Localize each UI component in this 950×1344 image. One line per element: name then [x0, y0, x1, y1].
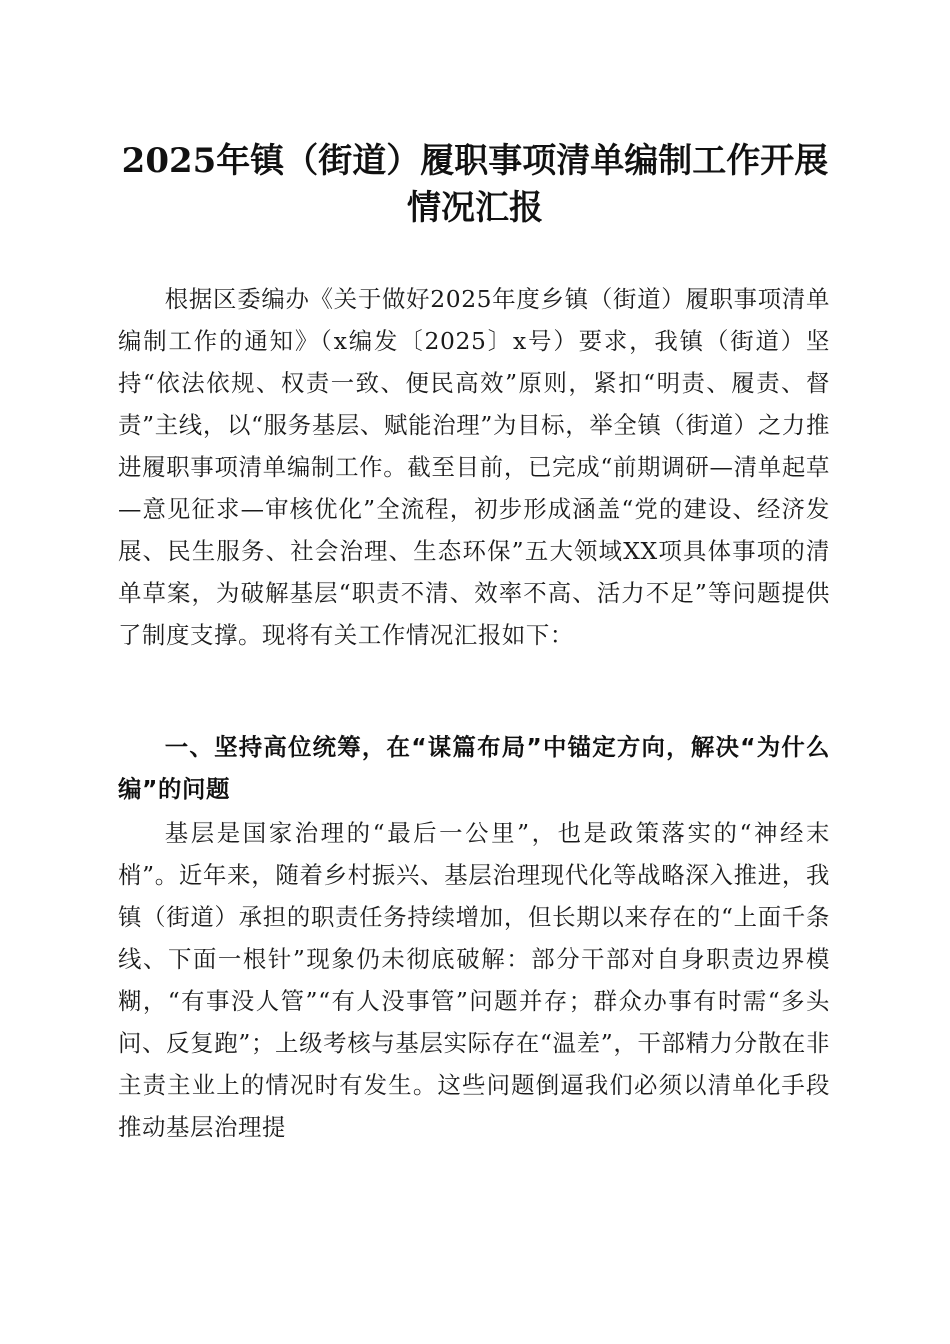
- document-title: 2025年镇（街道）履职事项清单编制工作开展情况汇报: [121, 141, 829, 228]
- intro-paragraph: 根据区委编办《关于做好2025年度乡镇（街道）履职事项清单编制工作的通知》（x编发〔2025〕x号）要求，我镇（街道）坚持“依法依规、权责一致、便民高效”原则，紧扣“明责、履责、督责”主线，以“服务基层、赋能治理”为目标，举全镇（街道）之力推进履职事项清单编制工作。截至目前，已完成“前期调研—清单起草—意见征求—审核优化”全流程，初步形成涵盖“党的建设、经济发展、民生服务、社会治理、生态环保”五大领域XX项具体事项的清单草案，为破解基层“职责不清、效率不高、活力不足”等问题提供了制度支撑。现将有关工作情况汇报如下：: [118, 285, 830, 649]
- section-1-heading: 一、坚持高位统筹，在“谋篇布局”中锚定方向，解决“为什么编”的问题: [118, 733, 830, 803]
- section-1-paragraph: 基层是国家治理的“最后一公里”，也是政策落实的“神经末梢”。近年来，随着乡村振兴、基层治理现代化等战略深入推进，我镇（街道）承担的职责任务持续增加，但长期以来存在的“上面千条线、下面一根针”现象仍未彻底破解：部分干部对自身职责边界模糊，“有事没人管”“有人没事管”问题并存；群众办事有时需“多头问、反复跑”；上级考核与基层实际存在“温差”，干部精力分散在非主责主业上的情况时有发生。这些问题倒逼我们必须以清单化手段推动基层治理提: [118, 819, 830, 1141]
